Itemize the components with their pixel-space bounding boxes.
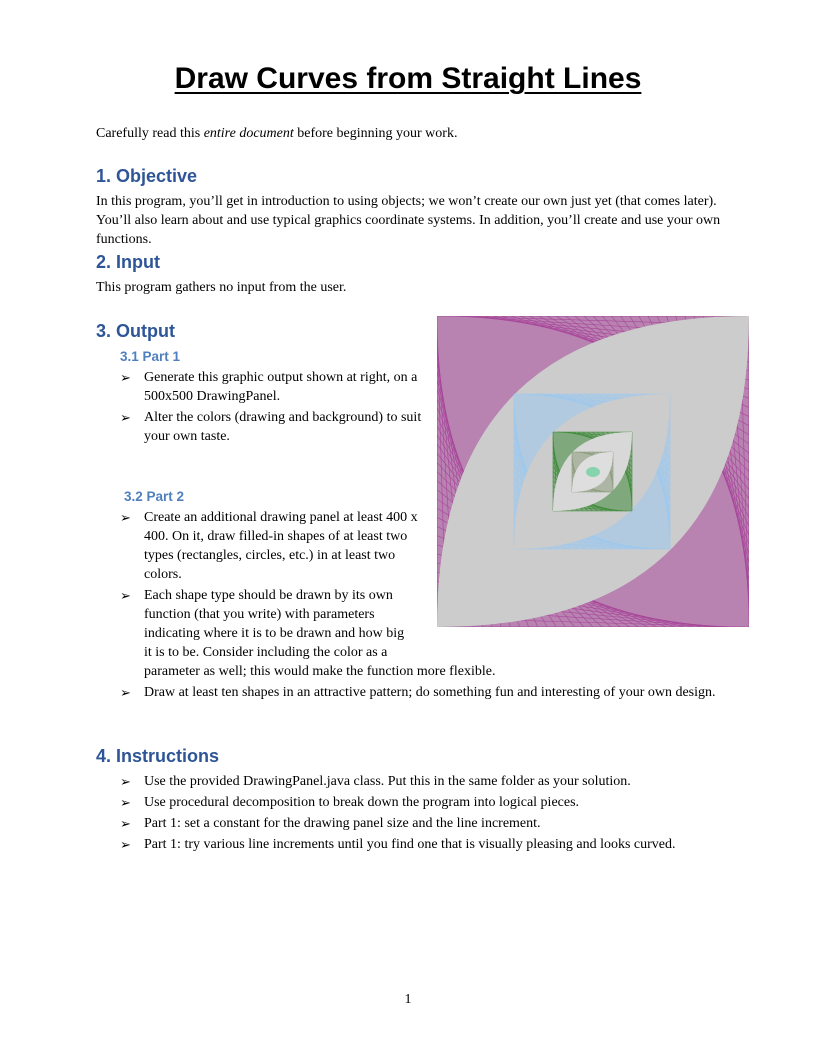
- arrow-bullet-icon: ➢: [120, 510, 131, 525]
- arrow-bullet-icon: ➢: [120, 370, 131, 385]
- page-number: 1: [404, 992, 412, 1007]
- instructions-bullet: ➢ Part 1: set a constant for the drawing panel size and the line increment.: [120, 816, 541, 831]
- part2-bullet: ➢ Each shape type should be drawn by its own function (that you write) with parameters indicating where it is to be drawn and how big it is to be. Consider including the color as a parameter as well; this would make the function more flexible.: [96, 586, 736, 681]
- arrow-bullet-icon: ➢: [120, 685, 131, 700]
- output-heading: 3. Output: [96, 321, 175, 341]
- intro-text-before: Carefully read this: [96, 126, 204, 141]
- part2-bullet: ➢ Create an additional drawing panel at least 400 x 400. On it, draw filled-in shapes of at least two types (rectangles, circles, etc.) in at least two colors.: [120, 510, 418, 582]
- instructions-bullet: ➢ Use the provided DrawingPanel.java class. Put this in the same folder as your solution.: [120, 774, 631, 789]
- instructions-bullet-list: [96, 772, 736, 856]
- intro-emphasis: entire document: [203, 126, 294, 141]
- objective-text: In this program, you’ll get in introduction to using objects; we won’t create our own just yet (that comes later). You’ll also learn about and use typical graphics coordinate systems. In addition, you’ll create and use your own functions.: [96, 194, 721, 247]
- part1-bullet-list: [96, 368, 426, 448]
- arrow-bullet-icon: ➢: [120, 588, 131, 603]
- instructions-bullet: ➢ Part 1: try various line increments until you find one that is visually pleasing and looks curved.: [120, 837, 676, 852]
- intro-paragraph: [96, 124, 736, 143]
- instructions-heading: 4. Instructions: [96, 746, 220, 766]
- arrow-bullet-icon: ➢: [120, 816, 131, 831]
- arrow-bullet-icon: ➢: [120, 837, 131, 852]
- input-text: This program gathers no input from the user.: [96, 280, 347, 295]
- input-heading: 2. Input: [96, 252, 160, 272]
- part1-heading: 3.1 Part 1: [120, 349, 181, 364]
- instructions-bullet: ➢ Use procedural decomposition to break down the program into logical pieces.: [120, 795, 580, 810]
- arrow-bullet-icon: ➢: [120, 774, 131, 789]
- part1-bullet: ➢ Alter the colors (drawing and background) to suit your own taste.: [120, 410, 422, 444]
- figure-curve-layers: [437, 316, 749, 627]
- curves-graphic-figure: [437, 316, 749, 627]
- arrow-bullet-icon: ➢: [120, 795, 131, 810]
- document-title: Draw Curves from Straight Lines: [174, 62, 642, 95]
- arrow-bullet-icon: ➢: [120, 410, 131, 425]
- center-spot: [586, 467, 600, 477]
- part2-heading: 3.2 Part 2: [124, 489, 185, 504]
- part1-bullet: ➢ Generate this graphic output shown at right, on a 500x500 DrawingPanel.: [120, 370, 418, 404]
- objective-heading: 1. Objective: [96, 166, 198, 186]
- intro-text-after: before beginning your work.: [293, 126, 458, 141]
- part2-bullet: ➢ Draw at least ten shapes in an attractive pattern; do something fun and interesting of your own design.: [120, 685, 716, 700]
